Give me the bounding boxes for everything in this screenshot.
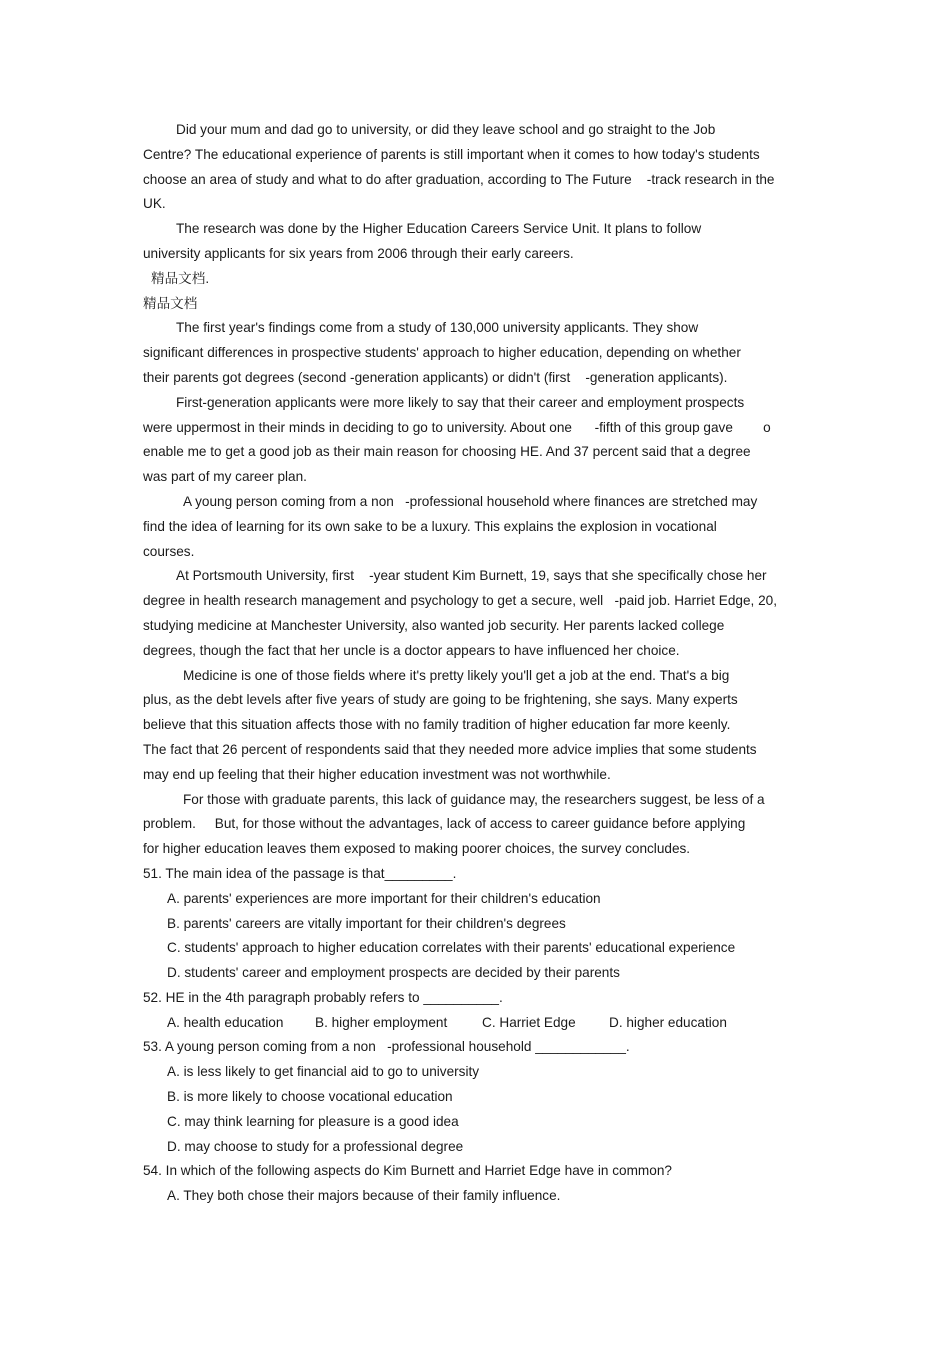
question-52-option-b: B. higher employment [315, 1014, 448, 1030]
paragraph-6-line: At Portsmouth University, first -year student Kim Burnett, 19, says that she specifically chose her [176, 568, 767, 584]
question-51-option-c: C. students' approach to higher education correlates with their parents' educational experience [167, 940, 736, 956]
question-52-stem: 52. HE in the 4th paragraph probably refers to __________. [143, 989, 503, 1005]
question-52-option-c: C. Harriet Edge [482, 1014, 576, 1030]
paragraph-8-line: for higher education leaves them exposed to making poorer choices, the survey concludes. [143, 841, 691, 857]
paragraph-4-line: was part of my career plan. [143, 469, 307, 485]
paragraph-7-line: believe that this situation affects those with no family tradition of higher education far more keenly. [143, 717, 731, 733]
question-53-option-a: A. is less likely to get financial aid to go to university [167, 1064, 480, 1080]
paragraph-7-line: Medicine is one of those fields where it's pretty likely you'll get a job at the end. That's a big [183, 667, 730, 683]
paragraph-1-line: Did your mum and dad go to university, or did they leave school and go straight to the Job [176, 122, 716, 137]
paragraph-7-line: The fact that 26 percent of respondents said that they needed more advice implies that some students [143, 741, 757, 757]
paragraph-2-line: The research was done by the Higher Education Careers Service Unit. It plans to follow [176, 221, 702, 237]
paragraph-1-line: Centre? The educational experience of parents is still important when it comes to how today's students [143, 146, 760, 162]
question-54-option-a: A. They both chose their majors because of their family influence. [167, 1188, 561, 1204]
paragraph-7-line: may end up feeling that their higher education investment was not worthwhile. [143, 766, 611, 782]
paragraph-1-line: UK. [143, 196, 166, 212]
paragraph-8-line: problem. But, for those without the advantages, lack of access to career guidance before applying [143, 816, 746, 832]
watermark-text: 精品文档. [151, 270, 210, 286]
paragraph-2-line: university applicants for six years from 2006 through their early careers. [143, 245, 574, 261]
paragraph-6-line: studying medicine at Manchester University, also wanted job security. Her parents lacked college [143, 617, 725, 633]
question-51-stem: 51. The main idea of the passage is that_________. [143, 865, 457, 881]
paragraph-4-line: were uppermost in their minds in deciding to go to university. About one -fifth of this group gave o [143, 419, 771, 435]
document-body [143, 118, 803, 1209]
paragraph-5-line: find the idea of learning for its own sake to be a luxury. This explains the explosion in vocational [143, 518, 717, 534]
watermark-text: 精品文档 [143, 295, 198, 311]
paragraph-4-line: First-generation applicants were more likely to say that their career and employment prospects [176, 394, 745, 410]
paragraph-4-line: enable me to get a good job as their main reason for choosing HE. And 37 percent said that a degree [143, 444, 751, 460]
question-53-option-c: C. may think learning for pleasure is a good idea [167, 1113, 459, 1129]
paragraph-6-line: degree in health research management and psychology to get a secure, well -paid job. Harriet Edge, 20, [143, 593, 777, 609]
paragraph-3-line: significant differences in prospective students' approach to higher education, depending on whether [143, 345, 741, 361]
paragraph-5-line: courses. [143, 543, 195, 559]
paragraph-3-line: their parents got degrees (second -generation applicants) or didn't (first -generation applicants). [143, 369, 728, 385]
question-52-option-d: D. higher education [609, 1014, 727, 1030]
question-52-options [143, 1011, 803, 1036]
paragraph-8-line: For those with graduate parents, this lack of guidance may, the researchers suggest, be less of a [183, 791, 765, 807]
question-51-option-a: A. parents' experiences are more important for their children's education [167, 890, 601, 906]
question-51-option-d: D. students' career and employment prospects are decided by their parents [167, 965, 620, 981]
question-53-option-b: B. is more likely to choose vocational education [167, 1089, 453, 1105]
question-51-option-b: B. parents' careers are vitally important for their children's degrees [167, 915, 566, 931]
question-54-stem: 54. In which of the following aspects do Kim Burnett and Harriet Edge have in common? [143, 1163, 672, 1179]
paragraph-1-line: choose an area of study and what to do after graduation, according to The Future -track research in the [143, 171, 775, 187]
paragraph-5-line: A young person coming from a non -professional household where finances are stretched may [183, 493, 758, 509]
paragraph-6-line: degrees, though the fact that her uncle is a doctor appears to have influenced her choice. [143, 642, 680, 658]
question-52-option-a: A. health education [167, 1014, 284, 1030]
question-53-option-d: D. may choose to study for a professional degree [167, 1138, 464, 1154]
question-53-stem: 53. A young person coming from a non -professional household ____________. [143, 1039, 630, 1055]
paragraph-7-line: plus, as the debt levels after five years of study are going to be frightening, she says. Many experts [143, 692, 738, 708]
paragraph-3-line: The first year's findings come from a study of 130,000 university applicants. They show [176, 320, 699, 336]
